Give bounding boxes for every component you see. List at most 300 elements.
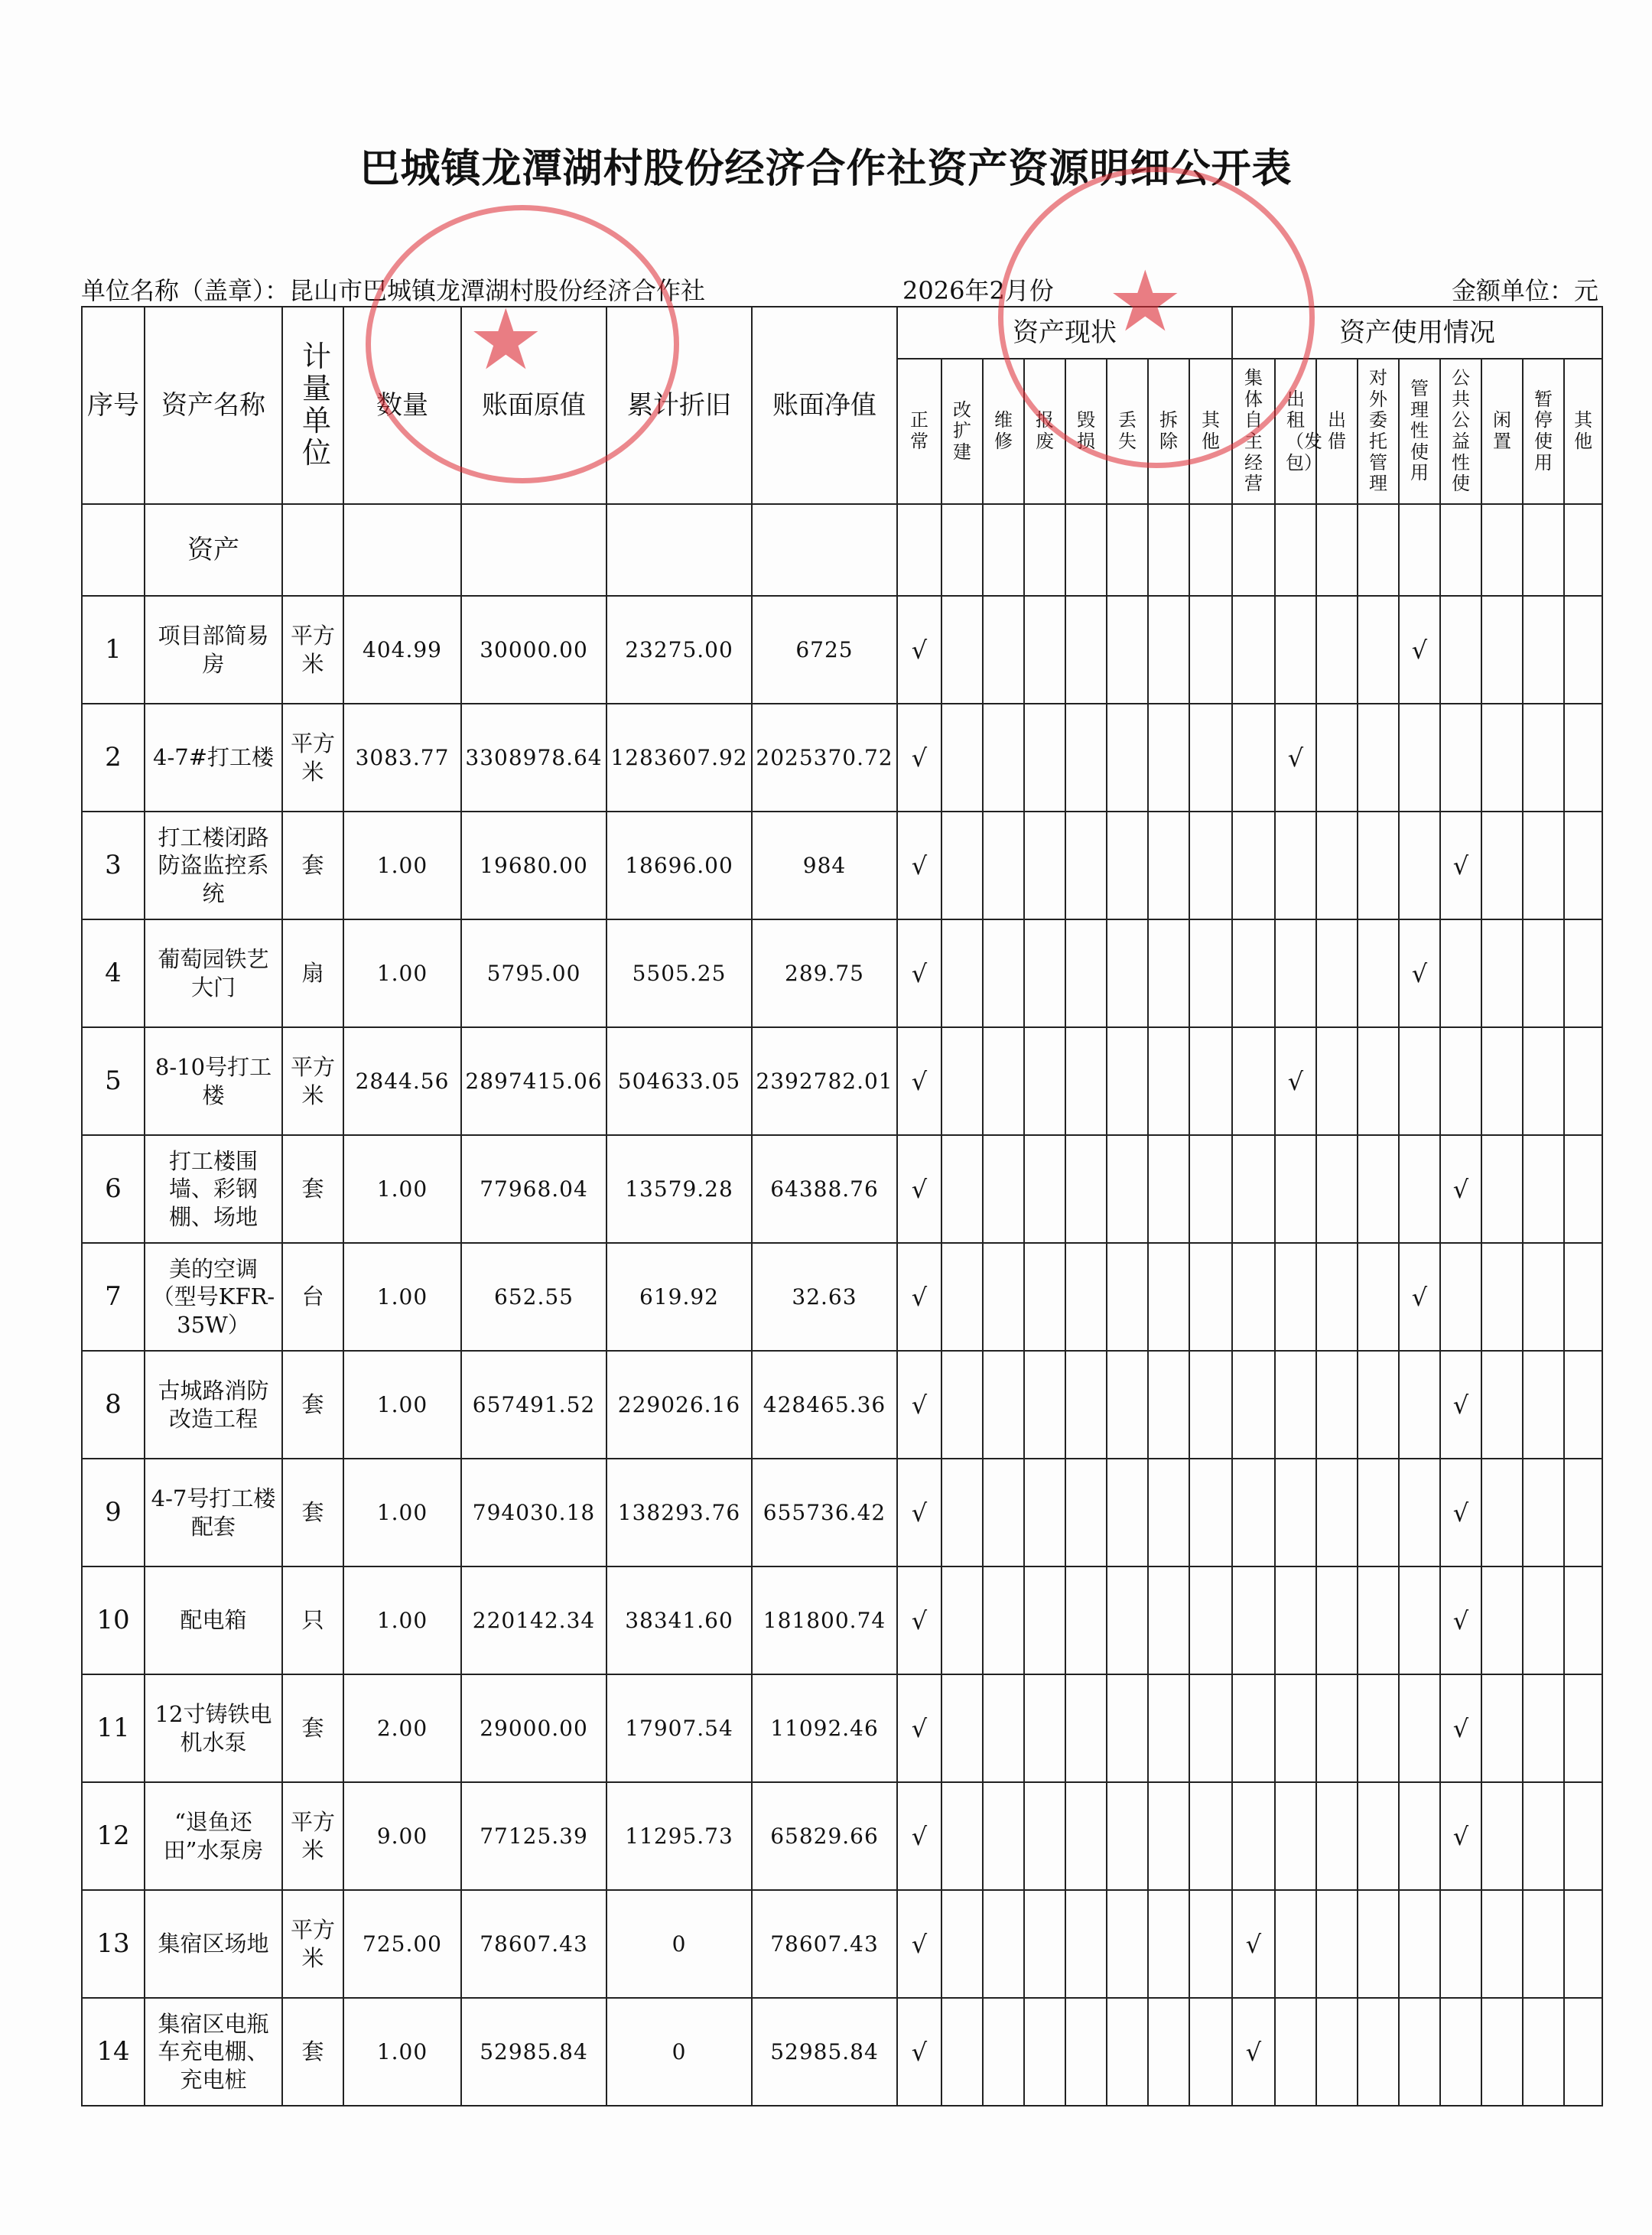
cell-usage-check: [1316, 1674, 1358, 1782]
cell-usage-check: [1481, 1027, 1523, 1135]
cell-quantity: 1.00: [343, 812, 461, 919]
cell-unit: 扇: [282, 919, 343, 1027]
page-title: 巴城镇龙潭湖村股份经济合作社资产资源明细公开表: [359, 146, 1293, 192]
cell-usage-check: [1275, 1890, 1316, 1998]
cell-usage-check: [1275, 919, 1316, 1027]
cell-usage-check: [1564, 1243, 1602, 1351]
cell-usage-check: [1358, 1890, 1399, 1998]
cell-unit: 平方米: [282, 1027, 343, 1135]
col-usage-label: 闲置: [1493, 409, 1511, 452]
cell-usage-check: [1232, 1135, 1275, 1243]
cell-usage-check: [1481, 1566, 1523, 1674]
cell-usage-check: [1564, 1998, 1602, 2106]
cell-original-value: 77125.39: [461, 1782, 606, 1890]
cell-status-check: [1024, 1566, 1065, 1674]
section-empty: [1358, 504, 1399, 596]
cell-usage-check: [1481, 704, 1523, 812]
cell-status-check: [1065, 1459, 1107, 1566]
cell-status-check: [983, 596, 1024, 704]
cell-usage-check: √: [1399, 1243, 1440, 1351]
cell-status-check: [1148, 1459, 1189, 1566]
cell-status-check: [1107, 812, 1148, 919]
col-usage-2: [1316, 359, 1358, 504]
cell-status-check: [1065, 1674, 1107, 1782]
cell-usage-check: [1232, 704, 1275, 812]
cell-usage-check: [1523, 1351, 1564, 1459]
cell-unit: 套: [282, 1351, 343, 1459]
cell-accum-depreciation: 229026.16: [606, 1351, 752, 1459]
cell-usage-check: [1275, 1243, 1316, 1351]
cell-status-check: [1024, 1459, 1065, 1566]
col-usage-label: 对外委托管理: [1369, 367, 1387, 495]
cell-net-value: 2392782.01: [752, 1027, 897, 1135]
cell-status-check: [983, 812, 1024, 919]
cell-status-check: [983, 919, 1024, 1027]
cell-status-check: [1189, 812, 1232, 919]
cell-usage-check: [1523, 1674, 1564, 1782]
cell-usage-check: √: [1440, 1566, 1481, 1674]
section-empty: [1316, 504, 1358, 596]
cell-usage-check: [1232, 1351, 1275, 1459]
table-row: [82, 919, 1602, 1027]
col-status-label: 其他: [1202, 409, 1220, 452]
cell-usage-check: [1316, 1782, 1358, 1890]
cell-status-check: [1065, 1998, 1107, 2106]
table-row: [82, 1782, 1602, 1890]
cell-status-check: [1107, 1459, 1148, 1566]
cell-status-check: [1107, 1782, 1148, 1890]
cell-usage-check: [1275, 812, 1316, 919]
cell-usage-check: [1358, 812, 1399, 919]
cell-usage-check: [1358, 1135, 1399, 1243]
col-status-1: [941, 359, 983, 504]
cell-usage-check: [1316, 812, 1358, 919]
cell-accum-depreciation: 13579.28: [606, 1135, 752, 1243]
cell-usage-check: [1564, 1782, 1602, 1890]
section-empty: [606, 504, 752, 596]
section-empty: [897, 504, 941, 596]
table-row: [82, 1243, 1602, 1351]
cell-status-check: [983, 1243, 1024, 1351]
section-empty: [983, 504, 1024, 596]
cell-status-check: [1107, 1351, 1148, 1459]
cell-usage-check: [1564, 1566, 1602, 1674]
asset-table-wrapper: [81, 306, 1598, 2093]
cell-status-check: [1189, 1998, 1232, 2106]
section-empty: [282, 504, 343, 596]
cell-asset-name: 项目部简易房: [145, 596, 282, 704]
cell-status-check: √: [897, 1459, 941, 1566]
cell-status-check: [1148, 1027, 1189, 1135]
cell-usage-check: √: [1440, 1782, 1481, 1890]
cell-usage-check: [1481, 1674, 1523, 1782]
col-status-4: [1065, 359, 1107, 504]
cell-unit: 平方米: [282, 704, 343, 812]
cell-usage-check: √: [1275, 1027, 1316, 1135]
col-asset-name: 资产名称: [145, 307, 282, 504]
cell-original-value: 5795.00: [461, 919, 606, 1027]
cell-status-check: [1065, 1243, 1107, 1351]
cell-seq: 13: [82, 1890, 145, 1998]
cell-status-check: [1065, 1782, 1107, 1890]
col-status-label: 拆除: [1159, 409, 1178, 452]
cell-usage-check: [1358, 1782, 1399, 1890]
cell-status-check: [1189, 1027, 1232, 1135]
cell-status-check: √: [897, 1674, 941, 1782]
cell-usage-check: [1481, 1782, 1523, 1890]
cell-seq: 9: [82, 1459, 145, 1566]
cell-net-value: 289.75: [752, 919, 897, 1027]
cell-status-check: [1024, 704, 1065, 812]
cell-usage-check: [1523, 1135, 1564, 1243]
cell-seq: 1: [82, 596, 145, 704]
asset-table: [81, 306, 1603, 2106]
cell-unit: 套: [282, 1674, 343, 1782]
col-seq: 序号: [82, 307, 145, 504]
cell-asset-name: 集宿区电瓶车充电棚、充电桩: [145, 1998, 282, 2106]
cell-usage-check: [1275, 1782, 1316, 1890]
cell-unit: 只: [282, 1566, 343, 1674]
table-row: [82, 1459, 1602, 1566]
cell-usage-check: [1481, 1459, 1523, 1566]
cell-usage-check: [1316, 1566, 1358, 1674]
cell-usage-check: [1481, 812, 1523, 919]
table-row: [82, 1135, 1602, 1243]
cell-net-value: 655736.42: [752, 1459, 897, 1566]
cell-usage-check: √: [1232, 1890, 1275, 1998]
col-unit: [282, 307, 343, 504]
cell-usage-check: [1481, 919, 1523, 1027]
col-status-label: 正常: [910, 409, 928, 452]
cell-usage-check: [1358, 1674, 1399, 1782]
col-status-label: 丢失: [1118, 409, 1137, 452]
cell-accum-depreciation: 11295.73: [606, 1782, 752, 1890]
cell-original-value: 794030.18: [461, 1459, 606, 1566]
cell-usage-check: [1440, 1027, 1481, 1135]
cell-status-check: [1189, 1890, 1232, 1998]
section-empty: [461, 504, 606, 596]
cell-status-check: [1107, 1135, 1148, 1243]
section-label: 资产: [145, 504, 282, 596]
cell-usage-check: [1275, 1135, 1316, 1243]
cell-original-value: 77968.04: [461, 1135, 606, 1243]
cell-usage-check: [1481, 1351, 1523, 1459]
section-empty: [1024, 504, 1065, 596]
cell-seq: 5: [82, 1027, 145, 1135]
cell-asset-name: 葡萄园铁艺大门: [145, 919, 282, 1027]
cell-accum-depreciation: 1283607.92: [606, 704, 752, 812]
cell-asset-name: 配电箱: [145, 1566, 282, 1674]
cell-accum-depreciation: 17907.54: [606, 1674, 752, 1782]
col-group-status: 资产现状: [897, 307, 1232, 359]
cell-usage-check: √: [1440, 812, 1481, 919]
cell-status-check: [941, 1674, 983, 1782]
cell-usage-check: [1564, 1027, 1602, 1135]
cell-usage-check: [1523, 919, 1564, 1027]
cell-status-check: √: [897, 1243, 941, 1351]
cell-usage-check: [1399, 1351, 1440, 1459]
cell-usage-check: [1481, 1243, 1523, 1351]
section-empty: [752, 504, 897, 596]
cell-usage-check: [1358, 1459, 1399, 1566]
cell-usage-check: [1440, 919, 1481, 1027]
col-usage-0: [1232, 359, 1275, 504]
cell-usage-check: [1275, 1459, 1316, 1566]
cell-status-check: [941, 1782, 983, 1890]
cell-unit: 套: [282, 1998, 343, 2106]
cell-original-value: 19680.00: [461, 812, 606, 919]
cell-usage-check: [1440, 596, 1481, 704]
cell-quantity: 1.00: [343, 1243, 461, 1351]
cell-seq: 14: [82, 1998, 145, 2106]
cell-net-value: 2025370.72: [752, 704, 897, 812]
cell-status-check: [1024, 812, 1065, 919]
cell-seq: 12: [82, 1782, 145, 1890]
cell-unit: 平方米: [282, 1782, 343, 1890]
section-empty: [1523, 504, 1564, 596]
cell-usage-check: [1564, 704, 1602, 812]
cell-usage-check: [1481, 1890, 1523, 1998]
cell-status-check: [1065, 919, 1107, 1027]
cell-asset-name: 集宿区场地: [145, 1890, 282, 1998]
cell-usage-check: [1275, 1351, 1316, 1459]
cell-usage-check: [1481, 1998, 1523, 2106]
cell-quantity: 9.00: [343, 1782, 461, 1890]
cell-usage-check: [1316, 596, 1358, 704]
cell-status-check: [1065, 596, 1107, 704]
table-row: [82, 1998, 1602, 2106]
cell-status-check: [941, 704, 983, 812]
cell-status-check: [1065, 812, 1107, 919]
cell-asset-name: 4-7#打工楼: [145, 704, 282, 812]
cell-status-check: [1148, 1135, 1189, 1243]
cell-status-check: [1148, 919, 1189, 1027]
cell-status-check: [1024, 1027, 1065, 1135]
cell-status-check: √: [897, 1027, 941, 1135]
cell-usage-check: [1232, 1566, 1275, 1674]
cell-status-check: [941, 1998, 983, 2106]
cell-usage-check: √: [1440, 1674, 1481, 1782]
cell-status-check: [1024, 1674, 1065, 1782]
col-usage-3: [1358, 359, 1399, 504]
cell-status-check: [1107, 704, 1148, 812]
cell-usage-check: [1399, 1027, 1440, 1135]
cell-status-check: [1107, 1243, 1148, 1351]
cell-status-check: [1107, 1890, 1148, 1998]
seal-star-icon: ★: [468, 291, 544, 389]
cell-usage-check: [1399, 1566, 1440, 1674]
cell-usage-check: [1358, 1998, 1399, 2106]
cell-unit: 台: [282, 1243, 343, 1351]
cell-unit: 平方米: [282, 1890, 343, 1998]
cell-usage-check: [1275, 596, 1316, 704]
col-unit-label: 计量单位: [302, 340, 332, 470]
cell-status-check: [1189, 919, 1232, 1027]
cell-original-value: 29000.00: [461, 1674, 606, 1782]
cell-net-value: 984: [752, 812, 897, 919]
cell-usage-check: [1399, 1135, 1440, 1243]
cell-usage-check: [1564, 1890, 1602, 1998]
cell-status-check: [1107, 1674, 1148, 1782]
cell-status-check: √: [897, 1998, 941, 2106]
cell-usage-check: √: [1440, 1135, 1481, 1243]
cell-usage-check: [1564, 1135, 1602, 1243]
col-usage-4: [1399, 359, 1440, 504]
cell-usage-check: √: [1399, 919, 1440, 1027]
cell-status-check: √: [897, 596, 941, 704]
cell-usage-check: [1358, 1566, 1399, 1674]
col-usage-1: [1275, 359, 1322, 504]
section-empty: [1564, 504, 1602, 596]
cell-status-check: √: [897, 1135, 941, 1243]
cell-usage-check: [1275, 1674, 1316, 1782]
cell-status-check: √: [897, 1782, 941, 1890]
table-row: [82, 1674, 1602, 1782]
cell-status-check: [941, 596, 983, 704]
cell-usage-check: [1316, 1243, 1358, 1351]
cell-status-check: [1148, 1566, 1189, 1674]
cell-status-check: [1148, 1674, 1189, 1782]
cell-usage-check: [1232, 1243, 1275, 1351]
cell-original-value: 652.55: [461, 1243, 606, 1351]
cell-seq: 6: [82, 1135, 145, 1243]
cell-status-check: [1148, 596, 1189, 704]
cell-usage-check: [1440, 1890, 1481, 1998]
cell-status-check: [983, 1351, 1024, 1459]
col-status-0: [897, 359, 941, 504]
cell-net-value: 65829.66: [752, 1782, 897, 1890]
cell-usage-check: [1316, 1027, 1358, 1135]
cell-status-check: √: [897, 812, 941, 919]
section-empty: [343, 504, 461, 596]
cell-accum-depreciation: 38341.60: [606, 1566, 752, 1674]
cell-usage-check: [1316, 1135, 1358, 1243]
cell-status-check: [1065, 1027, 1107, 1135]
cell-net-value: 64388.76: [752, 1135, 897, 1243]
section-empty: [1065, 504, 1107, 596]
cell-usage-check: [1316, 1890, 1358, 1998]
cell-status-check: [1148, 1782, 1189, 1890]
cell-net-value: 428465.36: [752, 1351, 897, 1459]
cell-status-check: [1107, 1998, 1148, 2106]
cell-usage-check: [1440, 704, 1481, 812]
cell-status-check: [1024, 1351, 1065, 1459]
table-row: [82, 1566, 1602, 1674]
cell-usage-check: √: [1232, 1998, 1275, 2106]
cell-status-check: [1024, 1998, 1065, 2106]
cell-usage-check: [1523, 812, 1564, 919]
cell-status-check: [1189, 596, 1232, 704]
cell-quantity: 1.00: [343, 1566, 461, 1674]
col-usage-label: 出借: [1328, 409, 1346, 452]
cell-quantity: 725.00: [343, 1890, 461, 1998]
section-empty: [1107, 504, 1148, 596]
cell-usage-check: √: [1275, 704, 1316, 812]
col-usage-6: [1481, 359, 1523, 504]
cell-status-check: [1189, 1459, 1232, 1566]
cell-original-value: 52985.84: [461, 1998, 606, 2106]
cell-status-check: [941, 919, 983, 1027]
cell-quantity: 1.00: [343, 1998, 461, 2106]
cell-usage-check: [1523, 704, 1564, 812]
cell-usage-check: [1316, 704, 1358, 812]
cell-accum-depreciation: 619.92: [606, 1243, 752, 1351]
cell-status-check: [1065, 1890, 1107, 1998]
cell-status-check: [983, 1674, 1024, 1782]
cell-status-check: [1065, 1135, 1107, 1243]
cell-asset-name: 打工楼围墙、彩钢棚、场地: [145, 1135, 282, 1243]
cell-status-check: [1189, 1782, 1232, 1890]
cell-status-check: √: [897, 1890, 941, 1998]
cell-usage-check: [1523, 1027, 1564, 1135]
cell-status-check: √: [897, 704, 941, 812]
cell-status-check: [983, 1890, 1024, 1998]
col-usage-label: 集体自主经营: [1244, 367, 1263, 495]
cell-usage-check: [1358, 919, 1399, 1027]
section-empty: [941, 504, 983, 596]
cell-status-check: [1189, 1243, 1232, 1351]
cell-usage-check: [1358, 704, 1399, 812]
table-row: [82, 704, 1602, 812]
cell-unit: 套: [282, 812, 343, 919]
cell-status-check: [1107, 596, 1148, 704]
cell-usage-check: [1399, 1674, 1440, 1782]
cell-original-value: 657491.52: [461, 1351, 606, 1459]
cell-status-check: [1148, 812, 1189, 919]
cell-usage-check: [1399, 1890, 1440, 1998]
cell-status-check: [941, 1351, 983, 1459]
cell-status-check: [1107, 1027, 1148, 1135]
cell-original-value: 30000.00: [461, 596, 606, 704]
seal-star-icon: ★: [1107, 252, 1183, 350]
cell-asset-name: “退鱼还田”水泵房: [145, 1782, 282, 1890]
cell-status-check: [1148, 1998, 1189, 2106]
cell-usage-check: [1316, 919, 1358, 1027]
cell-usage-check: [1316, 1998, 1358, 2106]
cell-net-value: 32.63: [752, 1243, 897, 1351]
cell-status-check: [1189, 1566, 1232, 1674]
cell-usage-check: [1564, 919, 1602, 1027]
cell-status-check: [1189, 1135, 1232, 1243]
cell-usage-check: [1564, 1459, 1602, 1566]
col-status-6: [1148, 359, 1189, 504]
col-status-label: 改扩建: [953, 399, 971, 463]
cell-status-check: [941, 1027, 983, 1135]
col-status-label: 报废: [1036, 409, 1054, 452]
cell-usage-check: [1358, 1351, 1399, 1459]
cell-usage-check: [1564, 1674, 1602, 1782]
cell-usage-check: [1399, 812, 1440, 919]
col-usage-label: 其他: [1574, 409, 1593, 452]
cell-accum-depreciation: 5505.25: [606, 919, 752, 1027]
section-empty: [1232, 504, 1275, 596]
cell-original-value: 78607.43: [461, 1890, 606, 1998]
cell-status-check: [983, 1782, 1024, 1890]
cell-asset-name: 美的空调（型号KFR-35W）: [145, 1243, 282, 1351]
cell-seq: 2: [82, 704, 145, 812]
cell-usage-check: [1564, 596, 1602, 704]
cell-seq: 7: [82, 1243, 145, 1351]
cell-unit: 套: [282, 1135, 343, 1243]
cell-usage-check: √: [1399, 596, 1440, 704]
cell-accum-depreciation: 0: [606, 1890, 752, 1998]
cell-asset-name: 4-7号打工楼配套: [145, 1459, 282, 1566]
cell-asset-name: 12寸铸铁电机水泵: [145, 1674, 282, 1782]
cell-usage-check: [1481, 1135, 1523, 1243]
cell-usage-check: [1399, 1998, 1440, 2106]
col-status-5: [1107, 359, 1148, 504]
cell-usage-check: [1275, 1566, 1316, 1674]
